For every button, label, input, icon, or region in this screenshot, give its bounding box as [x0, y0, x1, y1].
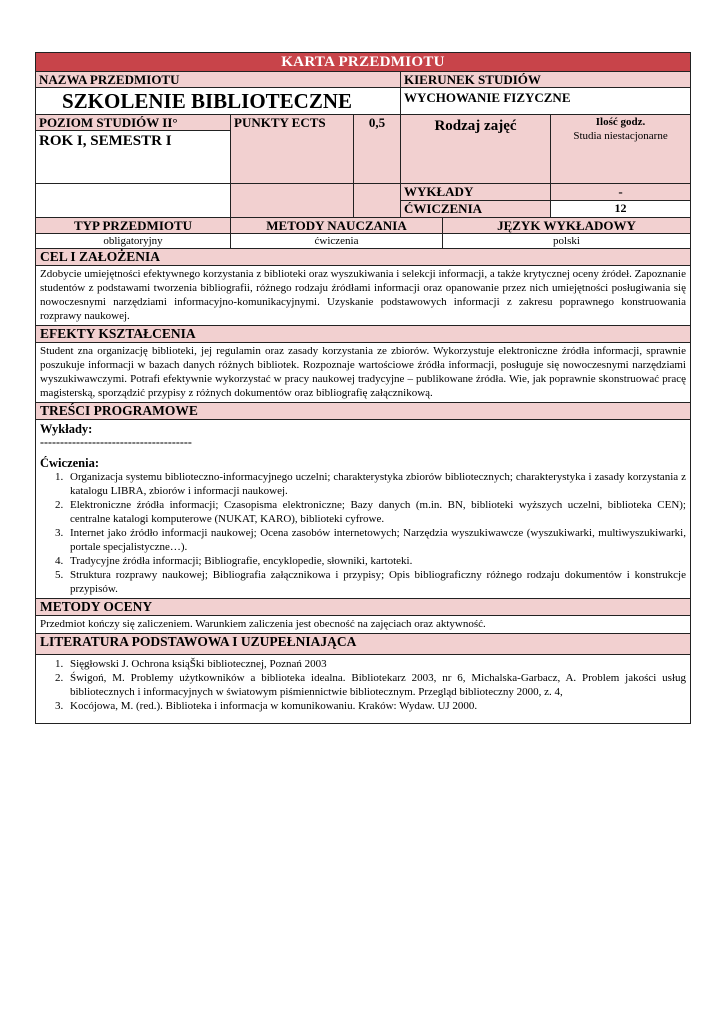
ects-value-spacer — [354, 184, 401, 218]
program-exercises-heading: Ćwiczenia: — [40, 456, 100, 470]
program-item: 2. Elektroniczne źródła informacji; Czasopisma elektroniczne; Bazy danych (m.in. BN, biblioteki wyższych uczelni, biblioteka CEN); centralne katalogi komputerowe (NUKAT, KARO), biblioteki cyfrowe. — [66, 498, 686, 526]
program-lectures-heading: Wykłady: — [40, 422, 93, 436]
sections-table — [35, 248, 691, 724]
assessment-text: Przedmiot kończy się zaliczeniem. Warunkiem zaliczenia jest obecność na zajęciach oraz aktywność. — [36, 616, 691, 634]
methods-label: METODY NAUCZANIA — [231, 218, 443, 234]
lectures-label: WYKŁADY — [401, 184, 551, 201]
program-item: 4. Tradycyjne źródła informacji; Bibliografie, encyklopedie, słowniki, kartoteki. — [66, 554, 686, 568]
literature-heading: LITERATURA PODSTAWOWA I UZUPEŁNIAJĄCA — [36, 634, 691, 655]
field-label: KIERUNEK STUDIÓW — [401, 72, 691, 88]
subject-name: SZKOLENIE BIBLIOTECZNE — [36, 88, 401, 115]
hours-cell — [551, 115, 691, 184]
type-label: TYP PRZEDMIOTU — [36, 218, 231, 234]
types-table — [35, 217, 691, 249]
goals-text: Zdobycie umiejętności efektywnego korzystania z biblioteki oraz wyszukiwania i selekcji informacji, a także krytycznej oceny źródeł. Zapoznanie studentów z podstawami tworzenia bibliografii, różnego rodzaju źródłami informacji oraz opanowanie przez nich umiejętności posługiwania się nowoczesnymi narzędziami informacyjno-komunikacyjnymi. Uzyskanie podstawowych informacji z zakresu poprawnego konstruowania rozprawy naukowej. — [36, 266, 691, 326]
level-label: POZIOM STUDIÓW II° — [36, 115, 230, 131]
subject-name-label: NAZWA PRZEDMIOTU — [36, 72, 401, 88]
type-value: obligatoryjny — [36, 234, 231, 249]
assessment-heading: METODY OCENY — [36, 599, 691, 616]
literature-item: 1. Sięgłowski J. Ochrona ksiąŠki bibliotecznej, Poznań 2003 — [66, 657, 686, 671]
program-item: 3. Internet jako źródło informacji naukowej; Ocena zasobów internetowych; Narzędzia wyszukiwawcze (wyszukiwarki, multiwyszukiwarki, portale specjalistyczne…). — [66, 526, 686, 554]
program-item: 1. Organizacja systemu biblioteczno-informacyjnego uczelni; charakterystyka zbiorów bibliotecznych; charakterystyka i zasady korzystania z katalogu LIBRA, zbiorów i informacji naukowej. — [66, 470, 686, 498]
exercises-hours: 12 — [551, 201, 691, 218]
literature-list — [40, 657, 686, 713]
program-heading: TREŚCI PROGRAMOWE — [36, 403, 691, 420]
hours-mode: Studia niestacjonarne — [573, 130, 668, 142]
exercises-label: ĆWICZENIA — [401, 201, 551, 218]
hours-table — [35, 183, 691, 218]
class-type-label: Rodzaj zajęć — [401, 115, 551, 184]
methods-value: ćwiczenia — [231, 234, 443, 249]
year-spacer — [36, 184, 231, 218]
literature-item: 3. Kocójowa, M. (red.). Biblioteka i informacja w komunikowaniu. Kraków: Wydaw. UJ 2000. — [66, 699, 686, 713]
language-value: polski — [443, 234, 691, 249]
goals-heading: CEL I ZAŁOŻENIA — [36, 249, 691, 266]
program-content — [36, 420, 691, 599]
ects-value: 0,5 — [354, 115, 401, 184]
level-cell — [36, 115, 231, 184]
subject-table — [35, 52, 691, 184]
course-card — [35, 52, 690, 724]
literature-content — [36, 655, 691, 724]
lectures-hours: - — [551, 184, 691, 201]
card-title: KARTA PRZEDMIOTU — [36, 53, 691, 72]
outcomes-heading: EFEKTY KSZTAŁCENIA — [36, 326, 691, 343]
program-item: 5. Struktura rozprawy naukowej; Bibliografia załącznikowa i przypisy; Opis bibliograficzny różnego rodzaju dokumentów i konstrukcje przypisów. — [66, 568, 686, 596]
outcomes-text: Student zna organizację biblioteki, jej regulamin oraz zasady korzystania ze zbiorów. Wykorzystuje elektroniczne źródła informacji, sprawnie poszukuje informacji w bazach danych różnych bibliotek. Rozpoznaje wartościowe źródła informacji, posługuje się nowoczesnymi narzędziami wyszukiwawczymi. Potrafi efektywnie wykorzystać w pracy naukowej tradycyjne – publikowane źródła. Wie, jak poprawnie skonstruować pracę magisterską, sporządzić przypisy z różnych dokumentów oraz bibliografię załącznikową. — [36, 343, 691, 403]
program-list — [40, 470, 686, 596]
ects-spacer — [231, 184, 354, 218]
field-value: WYCHOWANIE FIZYCZNE — [401, 88, 691, 115]
literature-item: 2. Świgoń, M. Problemy użytkowników a biblioteka idealna. Bibliotekarz 2003, nr 6, Michalska-Garbacz, A. Problem jakości usług bibliotecznych i informacyjnych w światowym piśmiennictwie bibliotecznym. Przegląd biblioteczny 2000, z. 4, — [66, 671, 686, 699]
program-lectures-dashes: -------------------------------------- — [40, 436, 192, 448]
ects-label: PUNKTY ECTS — [231, 115, 354, 184]
program-gap — [40, 448, 686, 456]
hours-label: Ilość godz. — [595, 116, 646, 128]
year-semester: ROK I, SEMESTR I — [36, 131, 230, 183]
language-label: JĘZYK WYKŁADOWY — [443, 218, 691, 234]
